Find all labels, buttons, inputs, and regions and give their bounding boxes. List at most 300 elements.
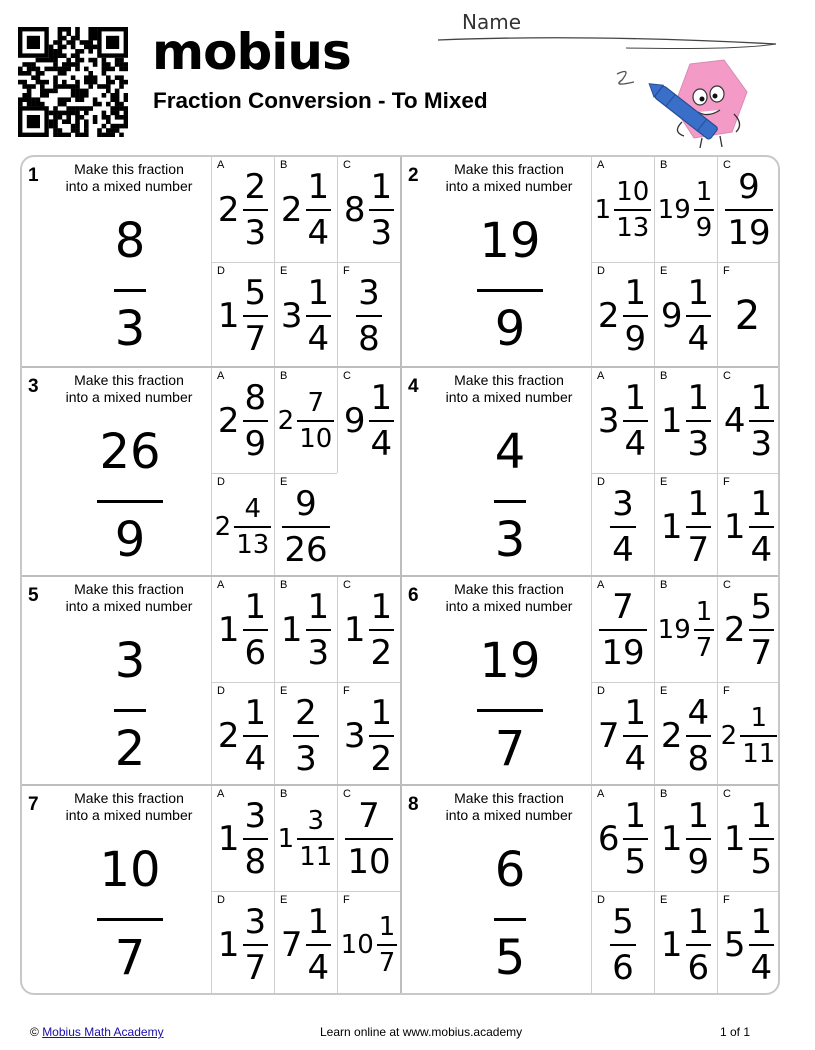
option-letter: C [343,788,351,800]
question-fraction [440,844,580,990]
fraction-part [686,692,712,779]
fraction-part [749,483,775,570]
option-numerator: 1 [750,795,773,836]
mixed-number [592,786,654,891]
option-letter: B [280,159,288,171]
answer-option-b[interactable] [274,157,337,262]
option-letter: A [597,579,605,591]
fraction-part [623,795,649,882]
option-letter: E [280,476,288,488]
question-numerator: 26 [99,424,161,480]
question-denominator: 7 [494,721,526,777]
answer-option-f[interactable] [717,262,780,368]
option-numerator: 1 [307,166,330,207]
fraction-line [749,944,775,946]
option-denominator: 3 [687,423,710,464]
mixed-number [655,786,717,891]
mixed-number [212,577,274,682]
fraction-line [694,209,715,211]
option-denominator: 19 [601,632,645,673]
mixed-number [275,263,337,368]
fraction-part [749,377,775,464]
mixed-number [718,263,780,368]
option-denominator: 7 [378,947,396,978]
fraction-line [345,838,392,840]
option-denominator: 26 [284,529,328,570]
fraction-line [725,209,772,211]
fraction-line [369,420,395,422]
option-letter: E [660,685,668,697]
answer-option-e[interactable] [654,891,717,995]
whole-part: 1 [280,609,303,650]
answer-option-e[interactable] [654,682,717,788]
whole-part: 4 [723,400,746,441]
option-denominator: 3 [370,212,393,253]
fraction-line [623,735,649,737]
answer-option-e[interactable] [274,473,337,579]
answer-option-a[interactable] [591,786,654,891]
fraction-part [369,377,395,464]
answer-option-b[interactable] [654,577,717,682]
answer-option-f[interactable] [337,262,400,368]
question-prompt: Make this fraction into a mixed number [445,372,573,405]
whole-part: 2 [597,295,620,336]
option-letter: E [280,685,288,697]
answer-option-c[interactable] [717,786,780,891]
whole-part: 2 [723,609,746,650]
mixed-number [275,157,337,262]
option-letter: D [217,685,225,697]
fraction-part [306,901,332,988]
fraction-line [243,629,269,631]
option-letter: B [660,788,668,800]
fraction-part [306,586,332,673]
answer-option-a[interactable] [591,368,654,473]
fraction-bar [494,918,526,921]
question-fraction [60,844,200,990]
question-fraction [440,426,580,572]
answer-option-d[interactable] [591,682,654,788]
option-numerator: 1 [750,483,773,524]
mixed-number [718,474,780,579]
fraction-part [610,901,636,988]
question-number: 8 [408,794,419,815]
question-number: 3 [28,376,39,397]
whole-part: 1 [660,506,683,547]
fraction-part [694,176,715,243]
fraction-line [749,420,775,422]
fraction-part [293,692,319,779]
answer-option-f[interactable] [717,682,780,788]
fraction-part [686,272,712,359]
option-numerator: 1 [370,377,393,418]
option-numerator: 1 [244,586,267,627]
answer-option-d[interactable] [591,262,654,368]
mixed-number [212,892,274,995]
question-cell [22,575,400,786]
whole-part: 1 [343,609,366,650]
mixed-number [592,368,654,473]
fraction-part [614,176,651,243]
answer-option-d[interactable] [211,473,274,579]
option-letter: F [723,685,730,697]
fraction-part [749,901,775,988]
option-letter: B [280,788,288,800]
option-letter: B [280,370,288,382]
mixed-number [655,577,717,682]
option-letter: B [660,579,668,591]
option-letter: A [597,788,605,800]
option-numerator: 1 [624,377,647,418]
option-denominator: 11 [742,738,776,769]
option-denominator: 9 [695,212,713,243]
mixed-number [275,892,337,995]
answer-option-e[interactable] [274,262,337,368]
fraction-line [686,944,712,946]
option-numerator: 1 [244,692,267,733]
option-denominator: 7 [695,632,713,663]
option-numerator: 1 [687,272,710,313]
fraction-bar [494,500,526,503]
option-numerator: 1 [307,901,330,942]
option-denominator: 4 [307,947,330,988]
option-letter: C [343,579,351,591]
option-letter: C [343,370,351,382]
answer-option-b[interactable] [274,577,337,682]
answer-option-e[interactable] [654,473,717,579]
answer-option-c[interactable] [337,577,400,682]
question-fraction [60,215,200,361]
question-number: 1 [28,165,39,186]
mixed-number [338,683,400,788]
answer-option-e[interactable] [654,262,717,368]
page-title: Fraction Conversion - To Mixed [153,88,488,113]
answer-option-c[interactable] [717,577,780,682]
option-denominator: 6 [612,947,634,988]
question-number: 7 [28,794,39,815]
fraction-line [243,420,269,422]
question-prompt: Make this fraction into a mixed number [65,790,193,823]
whole-part: 3 [343,715,366,756]
question-denominator: 3 [494,512,526,568]
question-fraction [60,426,200,572]
option-denominator: 5 [624,841,647,882]
fraction-line [686,838,712,840]
option-letter: B [660,370,668,382]
option-letter: C [723,159,731,171]
fraction-line [297,420,334,422]
mobius-academy-link[interactable]: Mobius Math Academy [42,1025,164,1039]
whole-part: 9 [660,295,683,336]
answer-option-f[interactable] [337,682,400,788]
answer-option-c[interactable] [337,368,400,473]
option-numerator: 1 [750,702,768,733]
option-denominator: 19 [727,212,771,253]
option-letter: A [597,370,605,382]
question-cell [22,784,400,995]
answer-option-c[interactable] [717,368,780,473]
fraction-line [599,629,646,631]
option-letter: C [723,788,731,800]
option-letter: E [280,265,288,277]
option-denominator: 3 [295,738,317,779]
fraction-part [623,692,649,779]
whole-part: 1 [277,823,295,854]
answer-option-c[interactable] [337,786,400,891]
answer-option-b[interactable] [654,786,717,891]
whole-part: 10 [340,929,374,960]
mixed-number [338,786,400,891]
fraction-line [306,629,332,631]
option-letter: F [343,265,350,277]
question-number: 2 [408,165,419,186]
question-cell [400,784,778,995]
mixed-number [592,474,654,579]
whole-part: 1 [660,924,683,965]
option-denominator: 4 [307,212,330,253]
option-numerator: 1 [624,692,647,733]
mixed-number [338,263,400,368]
option-letter: F [723,265,730,277]
option-numerator: 8 [244,377,267,418]
answer-option-a[interactable] [211,577,274,682]
option-letter: A [217,370,225,382]
fraction-line [293,735,319,737]
fraction-line [610,944,636,946]
whole-part: 1 [723,506,746,547]
copyright-symbol: © [30,1025,39,1039]
whole-part: 5 [723,924,746,965]
mixed-number [655,892,717,995]
fraction-part [243,901,269,988]
whole-part: 1 [660,818,683,859]
mixed-number [655,263,717,368]
answer-option-c[interactable] [717,157,780,262]
answer-option-f[interactable] [717,891,780,995]
option-letter: E [660,894,668,906]
option-denominator: 9 [244,423,267,464]
answer-option-b[interactable] [274,786,337,891]
whole-part: 9 [343,400,366,441]
whole-part: 1 [217,924,240,965]
option-numerator: 7 [307,387,325,418]
option-letter: A [217,788,225,800]
option-letter: D [217,894,225,906]
answer-option-d[interactable] [591,473,654,579]
mixed-number [592,683,654,788]
option-numerator: 1 [687,483,710,524]
option-numerator: 3 [612,483,634,524]
option-numerator: 1 [307,272,330,313]
question-denominator: 9 [114,512,146,568]
question-number: 6 [408,585,419,606]
mixed-number [275,577,337,682]
question-prompt: Make this fraction into a mixed number [65,372,193,405]
fraction-part [377,911,398,978]
whole-part: 7 [280,924,303,965]
option-denominator: 4 [624,738,647,779]
fraction-part [243,795,269,882]
mixed-number [275,786,337,891]
mixed-number [718,786,780,891]
fraction-line [610,526,636,528]
option-numerator: 2 [295,692,317,733]
option-denominator: 3 [244,212,267,253]
answer-option-f[interactable] [337,891,400,995]
mixed-number [212,368,274,473]
option-denominator: 6 [244,632,267,673]
option-denominator: 4 [244,738,267,779]
option-letter: F [723,476,730,488]
mixed-number [212,474,274,579]
option-numerator: 3 [244,901,267,942]
whole-part: 2 [217,400,240,441]
answer-option-e[interactable] [274,891,337,995]
option-numerator: 1 [687,377,710,418]
option-numerator: 10 [616,176,650,207]
option-denominator: 4 [750,529,773,570]
answer-option-b[interactable] [654,157,717,262]
option-numerator: 1 [378,911,396,942]
question-numerator: 19 [479,213,541,269]
option-letter: C [723,579,731,591]
mixed-number [275,474,337,579]
answer-option-b[interactable] [654,368,717,473]
option-numerator: 1 [370,166,393,207]
whole-part: 2 [217,715,240,756]
answer-option-d[interactable] [211,891,274,995]
option-numerator: 9 [295,483,317,524]
fraction-line [623,315,649,317]
mixed-number [655,157,717,262]
option-letter: E [280,894,288,906]
option-letter: C [343,159,351,171]
option-letter: D [217,476,225,488]
question-number: 4 [408,376,419,397]
question-fraction [440,635,580,781]
fraction-line [243,735,269,737]
mobius-logo [152,22,351,82]
footer-learn-online: Learn online at www.mobius.academy [320,1025,523,1039]
option-denominator: 4 [624,423,647,464]
option-numerator: 3 [307,805,325,836]
whole-part: 2 [277,405,295,436]
fraction-part [243,377,269,464]
option-numerator: 3 [358,272,380,313]
fraction-line [369,735,395,737]
option-numerator: 7 [358,795,380,836]
option-numerator: 4 [244,493,262,524]
mixed-number [338,368,400,473]
question-grid [20,155,780,995]
fraction-part [369,692,395,779]
option-denominator: 8 [687,738,710,779]
fraction-line [623,838,649,840]
whole-part: 2 [734,292,761,339]
fraction-line [686,420,712,422]
option-numerator: 4 [687,692,710,733]
fraction-part [725,166,772,253]
option-numerator: 1 [750,901,773,942]
fraction-bar [114,709,146,712]
mixed-number [592,577,654,682]
answer-option-a[interactable] [211,786,274,891]
answer-option-c[interactable] [337,157,400,262]
footer-copyright [30,1025,164,1039]
answer-option-d[interactable] [211,682,274,788]
question-numerator: 3 [114,633,146,689]
option-numerator: 1 [687,901,710,942]
mixed-number [655,683,717,788]
whole-part: 2 [660,715,683,756]
mixed-number [275,368,337,473]
whole-part: 7 [597,715,620,756]
mixed-number [592,263,654,368]
answer-option-a[interactable] [211,157,274,262]
option-letter: D [597,894,605,906]
option-denominator: 3 [750,423,773,464]
fraction-line [749,526,775,528]
mixed-number [212,786,274,891]
qr-code [18,27,128,137]
name-label: Name [462,10,522,34]
mixed-number [655,474,717,579]
option-denominator: 4 [612,529,634,570]
crayon-mascot-illustration [612,52,757,152]
fraction-part [623,272,649,359]
fraction-line [614,209,651,211]
fraction-line [623,420,649,422]
whole-part: 3 [280,295,303,336]
question-numerator: 6 [494,842,526,898]
option-numerator: 5 [244,272,267,313]
answer-option-b[interactable] [274,368,337,473]
fraction-bar [477,709,543,712]
answer-option-e[interactable] [274,682,337,788]
whole-part: 1 [217,818,240,859]
fraction-line [282,526,329,528]
option-denominator: 9 [687,841,710,882]
answer-option-d[interactable] [591,891,654,995]
fraction-part [599,586,646,673]
fraction-line [306,944,332,946]
mixed-number [718,368,780,473]
option-numerator: 1 [370,586,393,627]
fraction-line [356,315,382,317]
fraction-part [234,493,271,560]
answer-option-a[interactable] [591,577,654,682]
fraction-bar [477,289,543,292]
fraction-line [749,629,775,631]
question-numerator: 8 [114,213,146,269]
answer-option-f[interactable] [717,473,780,579]
option-letter: D [217,265,225,277]
fraction-line [369,209,395,211]
answer-option-a[interactable] [211,368,274,473]
fraction-line [306,209,332,211]
option-denominator: 4 [370,423,393,464]
option-letter: F [723,894,730,906]
logo-text: mobius [152,23,351,81]
whole-part: 1 [217,295,240,336]
answer-option-a[interactable] [591,157,654,262]
whole-part: 2 [280,189,303,230]
option-denominator: 13 [236,529,270,560]
mixed-number [212,683,274,788]
answer-option-d[interactable] [211,262,274,368]
fraction-line [740,735,777,737]
question-denominator: 7 [114,930,146,986]
